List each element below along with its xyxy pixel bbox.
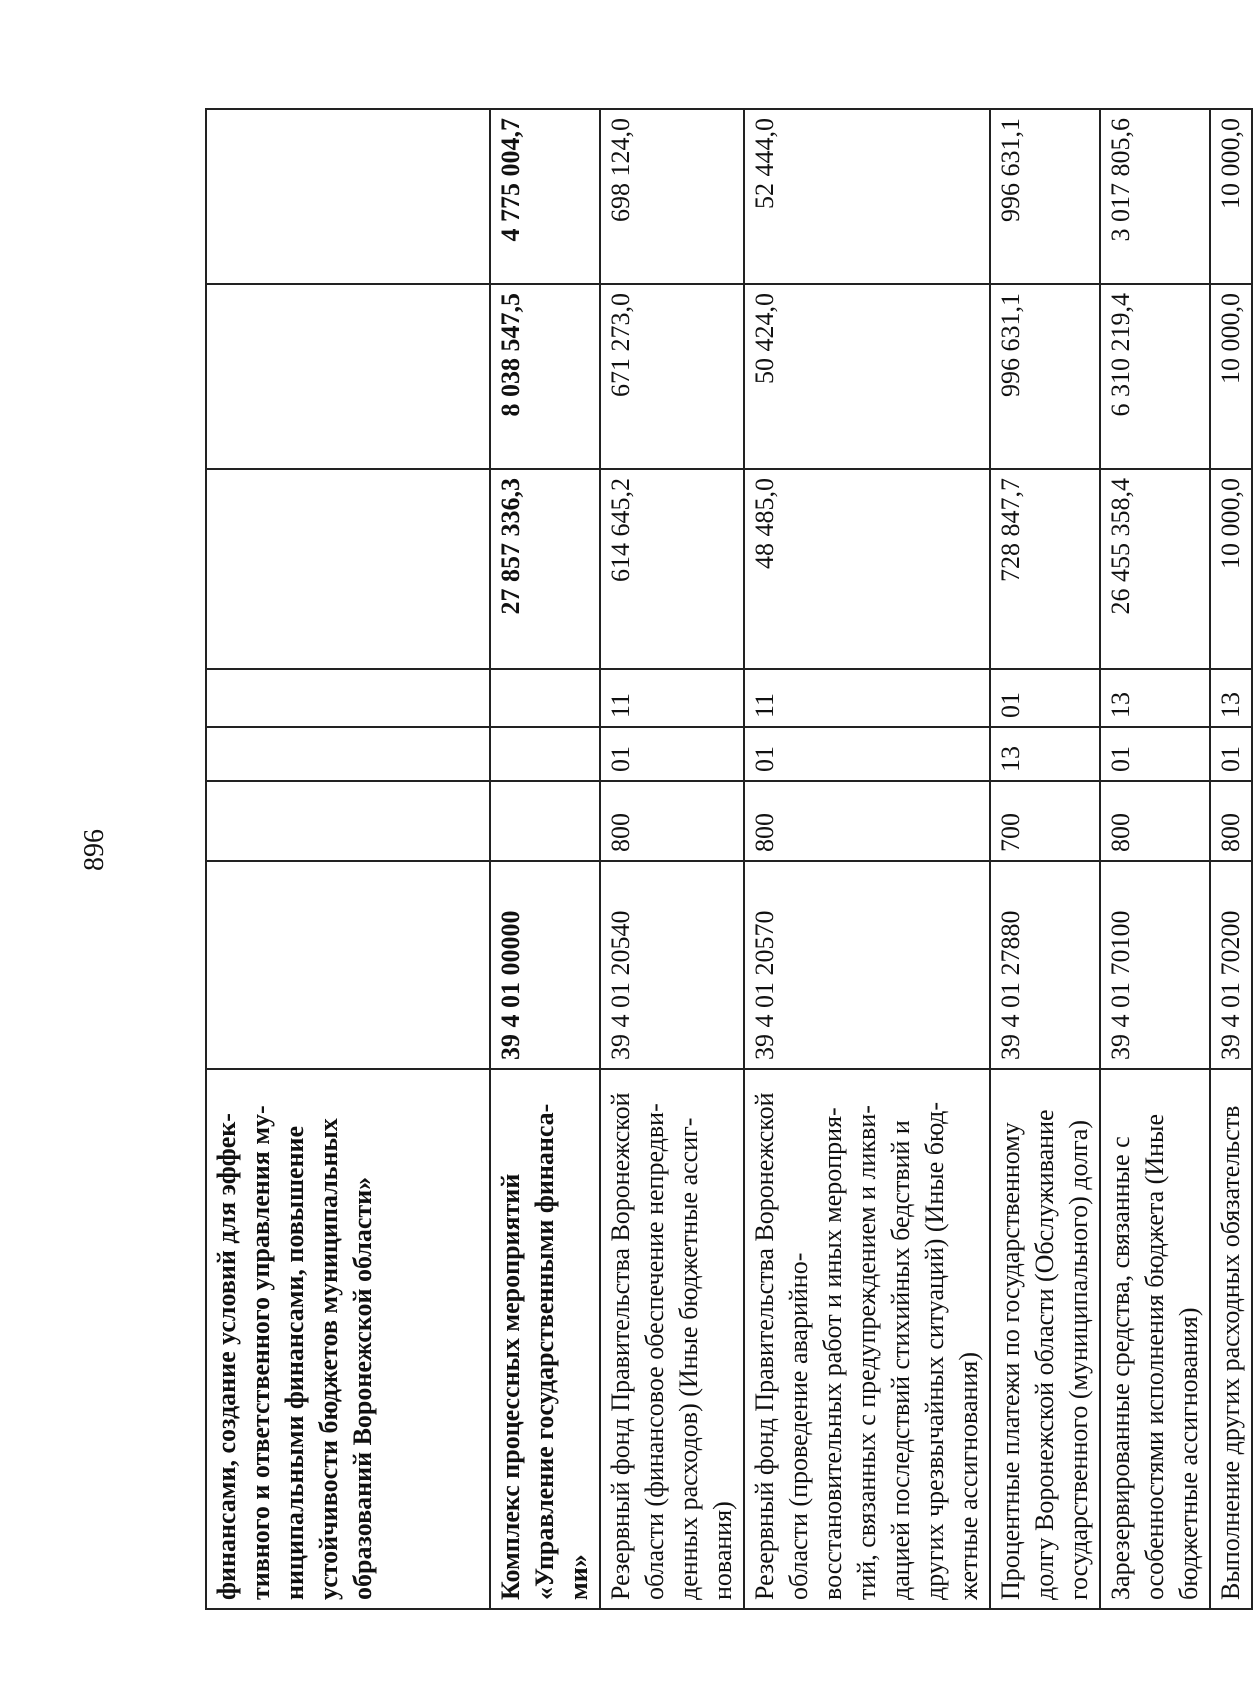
cell-value-2: 8 038 547,5 bbox=[490, 284, 600, 469]
cell-vr: 800 bbox=[1210, 781, 1252, 861]
cell-value-3: 698 124,0 bbox=[600, 109, 744, 284]
cell-pr: 13 bbox=[1100, 669, 1210, 727]
table-row bbox=[206, 109, 490, 1609]
cell-rz: 01 bbox=[600, 727, 744, 781]
cell-vr: 800 bbox=[744, 781, 990, 861]
cell-value-3: 10 000,0 bbox=[1210, 109, 1252, 284]
cell-value-2: 50 424,0 bbox=[744, 284, 990, 469]
cell-pr bbox=[206, 669, 490, 727]
cell-pr: 01 bbox=[990, 669, 1100, 727]
cell-code: 39 4 01 20570 bbox=[744, 861, 990, 1069]
cell-value-2 bbox=[206, 284, 490, 469]
cell-rz: 01 bbox=[1210, 727, 1252, 781]
page-number: 896 bbox=[79, 829, 110, 871]
cell-name: Комплекс процессных мероприятий «Управление государственными финанса- ми» bbox=[490, 1069, 600, 1609]
cell-name: Резервный фонд Правительства Воронежской области (финансовое обеспечение непредви- денных расходов) (Иные бюджетные ассиг- нования) bbox=[600, 1069, 744, 1609]
cell-pr: 13 bbox=[1210, 669, 1252, 727]
cell-vr bbox=[206, 781, 490, 861]
cell-value-2: 996 631,1 bbox=[990, 284, 1100, 469]
cell-vr: 800 bbox=[1100, 781, 1210, 861]
cell-value-3: 996 631,1 bbox=[990, 109, 1100, 284]
cell-value-3 bbox=[206, 109, 490, 284]
cell-value-2: 6 310 219,4 bbox=[1100, 284, 1210, 469]
cell-vr: 700 bbox=[990, 781, 1100, 861]
table-row bbox=[1100, 109, 1210, 1609]
cell-name: Резервный фонд Правительства Воронежской области (проведение аварийно- восстановительных работ и иных мероприя- тий, связанных с предупреждением и ликви- дацией последствий стихийных бедствий и других чрезвычайных ситуаций) (Иные бюд- жетные ассигнования) bbox=[744, 1069, 990, 1609]
cell-rz: 01 bbox=[1100, 727, 1210, 781]
table-row bbox=[600, 109, 744, 1609]
cell-name: финансами, создание условий для эффек- тивного и ответственного управления му- ниципальными финансами, повышение устойчивости бюджетов муниципальных образований Воронежской области» bbox=[206, 1069, 490, 1609]
cell-value-3: 52 444,0 bbox=[744, 109, 990, 284]
cell-code bbox=[206, 861, 490, 1069]
cell-name: Процентные платежи по государственному долгу Воронежской области (Обслуживание государственного (муниципального) долга) bbox=[990, 1069, 1100, 1609]
cell-value-1 bbox=[206, 469, 490, 669]
cell-code: 39 4 01 20540 bbox=[600, 861, 744, 1069]
rotated-table-container bbox=[205, 110, 1245, 1610]
cell-code: 39 4 01 70200 bbox=[1210, 861, 1252, 1069]
cell-value-1: 728 847,7 bbox=[990, 469, 1100, 669]
table-row bbox=[1210, 109, 1252, 1609]
budget-table bbox=[205, 108, 1253, 1610]
cell-value-1: 27 857 336,3 bbox=[490, 469, 600, 669]
cell-value-1: 614 645,2 bbox=[600, 469, 744, 669]
cell-value-1: 48 485,0 bbox=[744, 469, 990, 669]
cell-pr: 11 bbox=[744, 669, 990, 727]
cell-rz: 01 bbox=[744, 727, 990, 781]
cell-pr: 11 bbox=[600, 669, 744, 727]
table-row bbox=[744, 109, 990, 1609]
cell-code: 39 4 01 27880 bbox=[990, 861, 1100, 1069]
table-row bbox=[990, 109, 1100, 1609]
cell-rz bbox=[206, 727, 490, 781]
cell-value-3: 3 017 805,6 bbox=[1100, 109, 1210, 284]
cell-code: 39 4 01 70100 bbox=[1100, 861, 1210, 1069]
cell-value-2: 671 273,0 bbox=[600, 284, 744, 469]
cell-value-3: 4 775 004,7 bbox=[490, 109, 600, 284]
cell-vr bbox=[490, 781, 600, 861]
cell-vr: 800 bbox=[600, 781, 744, 861]
cell-value-2: 10 000,0 bbox=[1210, 284, 1252, 469]
cell-pr bbox=[490, 669, 600, 727]
cell-rz bbox=[490, 727, 600, 781]
cell-value-1: 10 000,0 bbox=[1210, 469, 1252, 669]
cell-name: Выполнение других расходных обязательств bbox=[1210, 1069, 1252, 1609]
cell-code: 39 4 01 00000 bbox=[490, 861, 600, 1069]
cell-value-1: 26 455 358,4 bbox=[1100, 469, 1210, 669]
table-row bbox=[490, 109, 600, 1609]
cell-name: Зарезервированные средства, связанные с особенностями исполнения бюджета (Иные бюджетные ассигнования) bbox=[1100, 1069, 1210, 1609]
cell-rz: 13 bbox=[990, 727, 1100, 781]
